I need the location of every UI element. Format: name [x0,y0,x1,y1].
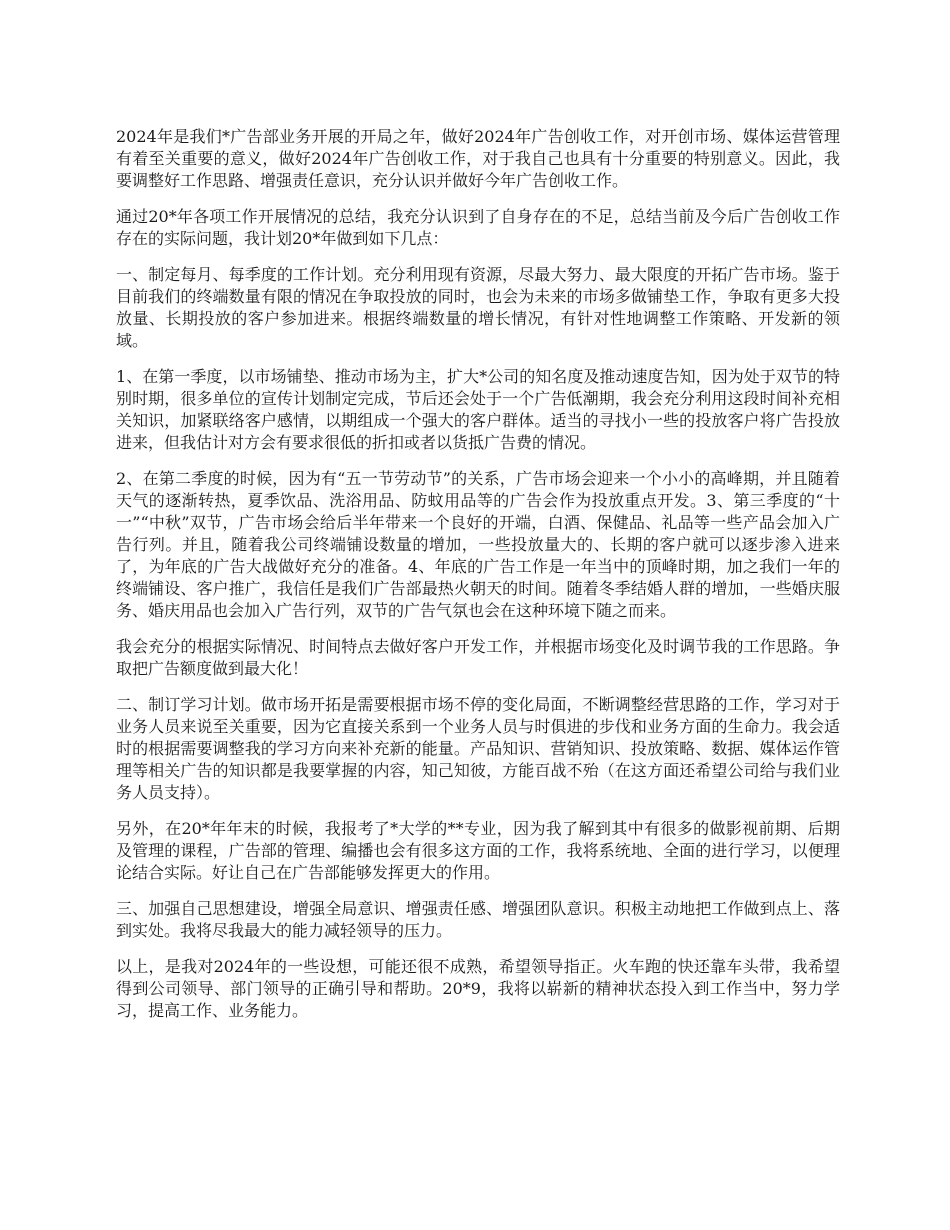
paragraph-study: 另外，在20*年年末的时候，我报考了*大学的**专业，因为我了解到其中有很多的做影视前期、后期及管理的课程，广告部的管理、编播也会有很多这方面的工作，我将系统地、全面的进行学习，以便理论结合实际。好让自己在广告部能够发挥更大的作用。 [116,819,840,882]
document-body [116,126,840,1036]
paragraph-plan-two: 二、制订学习计划。做市场开拓是需要根据市场不停的变化局面，不断调整经营思路的工作，学习对于业务人员来说至关重要，因为它直接关系到一个业务人员与时俱进的步伐和业务方面的生命力。我会适时的根据需要调整我的学习方向来补充新的能量。产品知识、营销知识、投放策略、数据、媒体运作管理等相关广告的知识都是我要掌握的内容，知己知彼，方能百战不殆（在这方面还希望公司给与我们业务人员支持）。 [116,695,840,802]
paragraph-q1: 1、在第一季度，以市场铺垫、推动市场为主，扩大*公司的知名度及推动速度告知，因为处于双节的特别时期，很多单位的宣传计划制定完成，节后还会处于一个广告低潮期，我会充分利用这段时间补充相关知识，加紧联络客户感情，以期组成一个强大的客户群体。适当的寻找小一些的投放客户将广告投放进来，但我估计对方会有要求很低的折扣或者以货抵广告费的情况。 [116,367,840,452]
paragraph-plan-three: 三、加强自己思想建设，增强全局意识、增强责任感、增强团队意识。积极主动地把工作做到点上、落到实处。我将尽我最大的能力减轻领导的压力。 [116,899,840,940]
paragraph-plan-one: 一、制定每月、每季度的工作计划。充分利用现有资源，尽最大努力、最大限度的开拓广告市场。鉴于目前我们的终端数量有限的情况在争取投放的同时，也会为未来的市场多做铺垫工作，争取有更多大投放量、长期投放的客户参加进来。根据终端数量的增长情况，有针对性地调整工作策略、开发新的领域。 [116,265,840,350]
paragraph-conclusion: 以上，是我对2024年的一些设想，可能还很不成熟，希望领导指正。火车跑的快还靠车头带，我希望得到公司领导、部门领导的正确引导和帮助。20*9，我将以崭新的精神状态投入到工作当中，努力学习，提高工作、业务能力。 [116,957,840,1020]
paragraph-intro: 2024年是我们*广告部业务开展的开局之年，做好2024年广告创收工作，对开创市场、媒体运营管理有着至关重要的意义，做好2024年广告创收工作，对于我自己也具有十分重要的特别意义。因此，我要调整好工作思路、增强责任意识，充分认识并做好今年广告创收工作。 [116,127,840,190]
paragraph-development: 我会充分的根据实际情况、时间特点去做好客户开发工作，并根据市场变化及时调节我的工作思路。争取把广告额度做到最大化！ [116,637,840,678]
paragraph-q2-q4: 2、在第二季度的时候，因为有“五一节劳动节”的关系，广告市场会迎来一个小小的高峰期，并且随着天气的逐渐转热，夏季饮品、洗浴用品、防蚊用品等的广告会作为投放重点开发。3、第三季度的“十一”“中秋”双节，广告市场会给后半年带来一个良好的开端，白酒、保健品、礼品等一些产品会加入广告行列。并且，随着我公司终端铺设数量的增加，一些投放量大的、长期的客户就可以逐步渗入进来了，为年底的广告大战做好充分的准备。4、年底的广告工作是一年当中的顶峰时期，加之我们一年的终端铺设、客户推广，我信任是我们广告部最热火朝天的时间。随着冬季结婚人群的增加，一些婚庆服务、婚庆用品也会加入广告行列，双节的广告气氛也会在这种环境下随之而来。 [116,469,840,620]
paragraph-summary: 通过20*年各项工作开展情况的总结，我充分认识到了自身存在的不足，总结当前及今后广告创收工作存在的实际问题，我计划20*年做到如下几点： [116,207,840,248]
